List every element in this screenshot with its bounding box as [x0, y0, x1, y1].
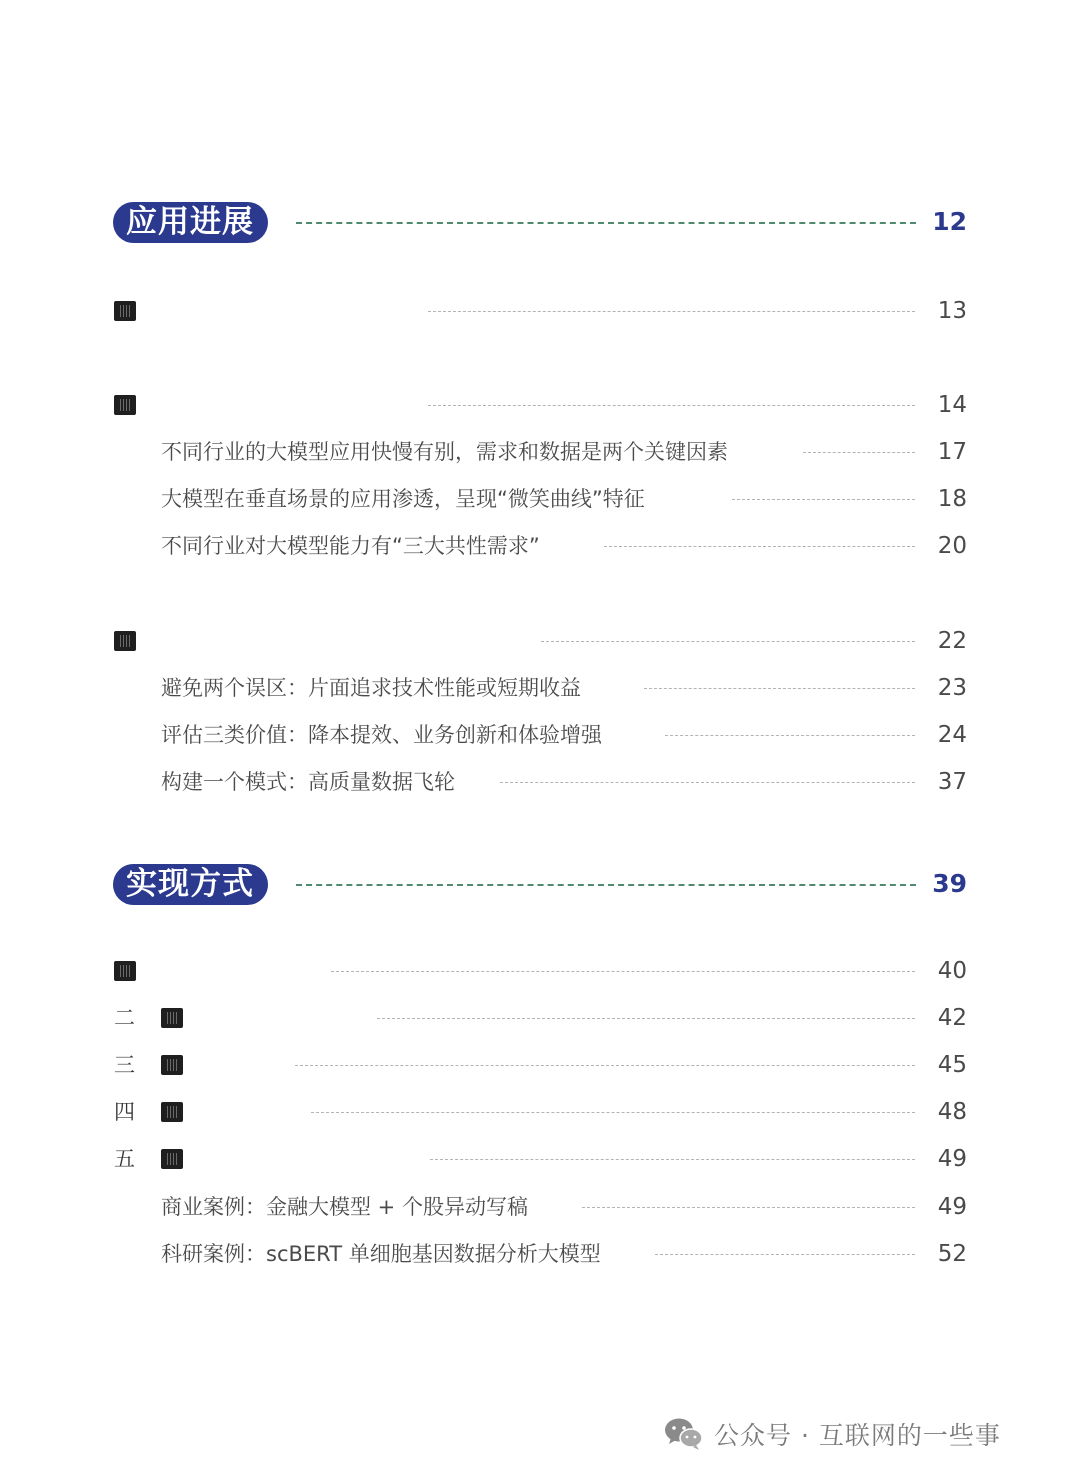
- toc-entry[interactable]: [0, 1052, 1080, 1105]
- subentry-title: 避免两个误区：片面追求技术性能或短期收益: [161, 676, 581, 700]
- redacted-heading-text: [114, 395, 136, 415]
- section-page-number: 12: [932, 207, 967, 236]
- subentry-title: 不同行业的大模型应用快慢有别，需求和数据是两个关键因素: [161, 440, 728, 464]
- leader-dots: [644, 688, 915, 689]
- redacted-heading-text: [161, 1149, 183, 1169]
- chapter-number: 三: [114, 1053, 135, 1077]
- toc-entry[interactable]: [0, 1099, 1080, 1152]
- subentry-title: 科研案例：scBERT 单细胞基因数据分析大模型: [161, 1242, 601, 1266]
- leader-dots: [296, 884, 916, 886]
- redacted-heading-text: [161, 1008, 183, 1028]
- page-number: 49: [937, 1194, 967, 1220]
- chapter-number: 二: [114, 1006, 135, 1030]
- section-page-number: 39: [932, 869, 967, 898]
- leader-dots: [582, 1207, 915, 1208]
- wechat-watermark: [664, 1412, 1001, 1456]
- leader-dots: [655, 1254, 915, 1255]
- redacted-heading-text: [161, 1102, 183, 1122]
- leader-dots: [377, 1018, 915, 1019]
- toc-entry[interactable]: [0, 958, 1080, 1011]
- leader-dots: [665, 735, 915, 736]
- leader-dots: [604, 546, 915, 547]
- leader-dots: [311, 1112, 915, 1113]
- subentry-title: 评估三类价值：降本提效、业务创新和体验增强: [161, 723, 602, 747]
- section-title: 实现方式: [113, 864, 268, 905]
- page-number: 49: [937, 1146, 967, 1172]
- page-number: 52: [937, 1241, 967, 1267]
- redacted-heading-text: [161, 1055, 183, 1075]
- watermark-text: 公众号 · 互联网的一些事: [714, 1421, 1001, 1450]
- subentry-title: 大模型在垂直场景的应用渗透，呈现“微笑曲线”特征: [161, 487, 645, 511]
- leader-dots: [296, 222, 916, 224]
- page-number: 14: [937, 392, 967, 418]
- page-number: 17: [937, 439, 967, 465]
- leader-dots: [500, 782, 915, 783]
- redacted-heading-text: [114, 961, 136, 981]
- page-number: 48: [937, 1099, 967, 1125]
- leader-dots: [428, 311, 915, 312]
- leader-dots: [732, 499, 915, 500]
- toc-section-heading[interactable]: [0, 866, 1080, 924]
- toc-entry[interactable]: [0, 298, 1080, 351]
- subentry-title: 不同行业对大模型能力有“三大共性需求”: [161, 534, 540, 558]
- page-number: 13: [937, 298, 967, 324]
- toc-subentry[interactable]: [0, 533, 1080, 586]
- page-number: 22: [937, 628, 967, 654]
- chapter-number: 五: [114, 1147, 135, 1171]
- leader-dots: [331, 971, 915, 972]
- leader-dots: [803, 452, 915, 453]
- redacted-heading-text: [114, 301, 136, 321]
- subentry-title: 商业案例：金融大模型 + 个股异动写稿: [161, 1195, 528, 1219]
- page-number: 40: [937, 958, 967, 984]
- toc-subentry[interactable]: [0, 1241, 1080, 1294]
- redacted-heading-text: [114, 631, 136, 651]
- page-number: 37: [937, 769, 967, 795]
- leader-dots: [428, 405, 915, 406]
- wechat-icon: [664, 1416, 704, 1452]
- page-number: 42: [937, 1005, 967, 1031]
- section-title: 应用进展: [113, 202, 268, 243]
- chapter-number: 四: [114, 1100, 135, 1124]
- leader-dots: [295, 1065, 915, 1066]
- leader-dots: [430, 1159, 915, 1160]
- page-number: 23: [937, 675, 967, 701]
- toc-subentry[interactable]: [0, 769, 1080, 822]
- page-number: 18: [937, 486, 967, 512]
- page-number: 20: [937, 533, 967, 559]
- toc-section-heading[interactable]: [0, 204, 1080, 262]
- toc-entry[interactable]: [0, 1005, 1080, 1058]
- subentry-title: 构建一个模式：高质量数据飞轮: [161, 770, 455, 794]
- page-number: 24: [937, 722, 967, 748]
- page-number: 45: [937, 1052, 967, 1078]
- leader-dots: [541, 641, 915, 642]
